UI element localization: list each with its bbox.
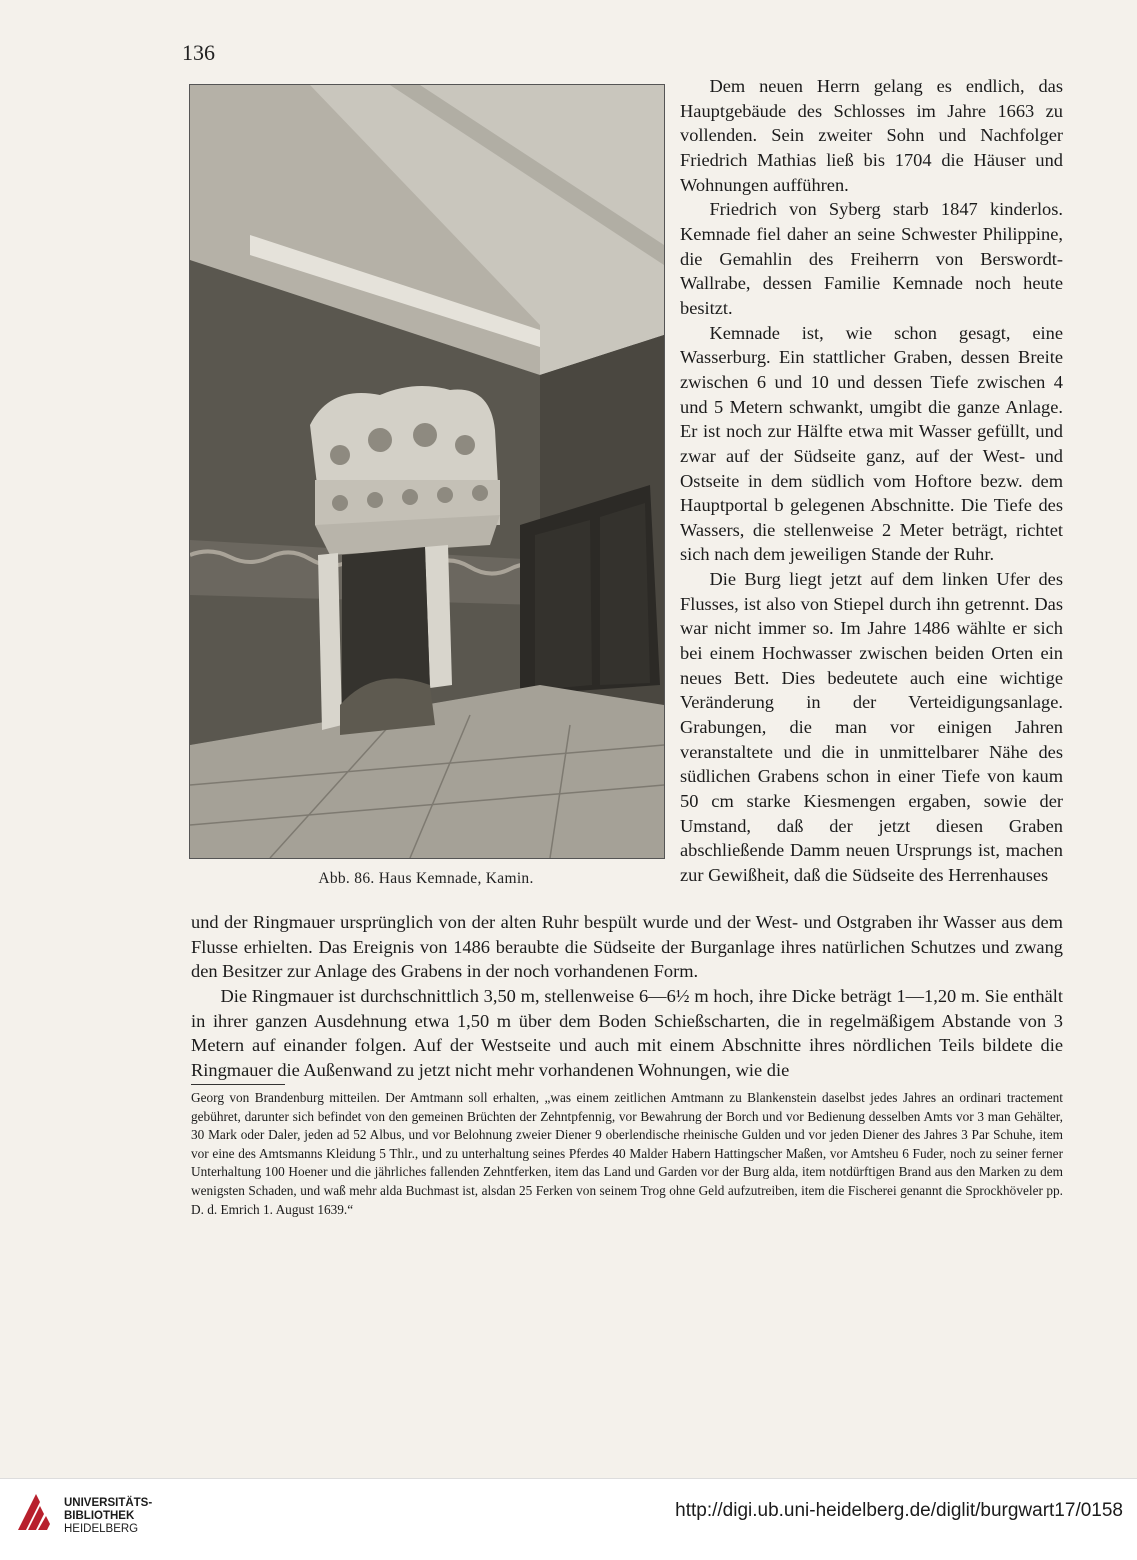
paragraph: Dem neuen Herrn gelang es endlich, das Hauptgebäude des Schlosses im Jahre 1663 zu vollenden. Sein zweiter Sohn und Nachfolger Friedrich Mathias ließ bis 1704 die Häuser und Wohnungen aufführen. bbox=[680, 76, 1063, 195]
footnote: Georg von Brandenburg mitteilen. Der Amtmann soll erhalten, „was einem zeitlichen Amtmann zu Blankenstein daselbst jedes Jahres an ordinari tractement gebühret, darunter sich befindet von den gemeinen Brüchten der Zehntpfennig, vor Bewahrung der Borch und vor Bedienung desselben Amts vor 3 man Gehälter, 30 Mark oder Daler, jeden ad 52 Albus, und vor Belohnung zweier Diener 9 oberlendische rheinische Gulden und vor jeden Diener des Jahres 3 Par Schuhe, item vor eine des Amtsmanns Kleidung 5 Thlr., und zu unterhaltung seines Pferdes 40 Malder Habern Hattingscher Maßen, vor Amtsheu 6 Fuder, noch zu seiner ferner Unterhaltung 100 Hoener und die jährliches fallenden Zehntferken, item das Land und Garden vor der Burg alda, item notdürftigen Brand aus den Marken zu dem wenigsten Schaden, und waß mehr alda Buchmast ist, alsdan 25 Ferken von seinem Trog ohne Geld aufzutreiben, item die Fischerei genannt die Sprockhöveler pp. D. d. Emrich 1. August 1639.“ bbox=[191, 1090, 1063, 1217]
full-width-text bbox=[191, 910, 1063, 1083]
library-name bbox=[64, 1497, 152, 1536]
paragraph: Die Burg liegt jetzt auf dem linken Ufer des Flusses, ist also von Stiepel durch ihn getrennt. Das war nicht immer so. Im Jahre 1486 wählte er sich bei einem Hochwasser zwischen beiden Orten ein neues Bett. Dies bedeutete auch eine wichtige Veränderung in der Verteidigungsanlage. Grabungen, die man vor einigen Jahren veranstaltete und die in unmittelbarer Nähe des südlichen Grabens schon in einer Tiefe von kaum 50 cm starke Kiesmengen ergaben, sowie der Umstand, daß der jetzt diesen Graben abschließende Damm neuen Ursprungs ist, machen zur Gewißheit, daß die Südseite des Herrenhauses bbox=[680, 569, 1063, 885]
paragraph: Kemnade ist, wie schon gesagt, eine Wasserburg. Ein stattlicher Graben, dessen Breite zwischen 6 und 10 und dessen Tiefe zwischen 4 und 5 Metern schwankt, umgibt die ganze Anlage. Er ist noch zur Hälfte etwa mit Wasser gefüllt, und zwar auf der Südseite ganz, auf der West- und Ostseite in dem südlich vom Hoftore bezw. dem Hauptportal b gelegenen Abschnitte. Die Tiefe des Wassers, die stellenweise 2 Meter beträgt, richtet sich nach dem jeweiligen Stande der Ruhr. bbox=[680, 322, 1063, 565]
paragraph: Friedrich von Syberg starb 1847 kinderlos. Kemnade fiel daher an seine Schwester Philippine, die Gemahlin des Freiherrn von Berswordt-Wallrabe, dessen Familie Kemnade noch heute besitzt. bbox=[680, 199, 1063, 318]
library-name-line: UNIVERSITÄTS- bbox=[64, 1497, 153, 1509]
right-column-text bbox=[680, 74, 1063, 888]
figure-caption: Abb. 86. Haus Kemnade, Kamin. bbox=[318, 870, 534, 887]
page-number: 136 bbox=[182, 40, 215, 65]
fireplace-photograph bbox=[189, 84, 665, 859]
footnote-rule bbox=[191, 1084, 285, 1085]
paragraph: Die Ringmauer ist durchschnittlich 3,50 m, stellenweise 6—6½ m hoch, ihre Dicke beträgt 1—1,20 m. Sie enthält in ihrer ganzen Ausdehnung etwa 1,50 m über dem Boden Schießscharten, die in regelmäßigem Abstande von 3 Metern auf einander folgen. Auf der Westseite und auch mit einem Abschnitte ihres nördlichen Teils bildete die Ringmauer die Außenwand zu jetzt nicht mehr vorhandenen Wohnungen, wie die bbox=[191, 985, 1063, 1080]
source-url-link[interactable]: http://digi.ub.uni-heidelberg.de/diglit/burgwart17/0158 bbox=[675, 1500, 1123, 1521]
library-name-line: BIBLIOTHEK bbox=[64, 1510, 135, 1522]
paragraph: und der Ringmauer ursprünglich von der alten Ruhr bespült wurde und der West- und Ostgraben ihr Wasser aus dem Flusse erhielten. Das Ereignis von 1486 beraubte die Südseite der Burganlage ihres natürlichen Schutzes und zwang den Besitzer zur Anlage des Grabens in der noch vorhandenen Form. bbox=[191, 912, 1063, 982]
library-name-line: HEIDELBERG bbox=[64, 1523, 139, 1535]
library-logo-icon bbox=[14, 1490, 58, 1534]
